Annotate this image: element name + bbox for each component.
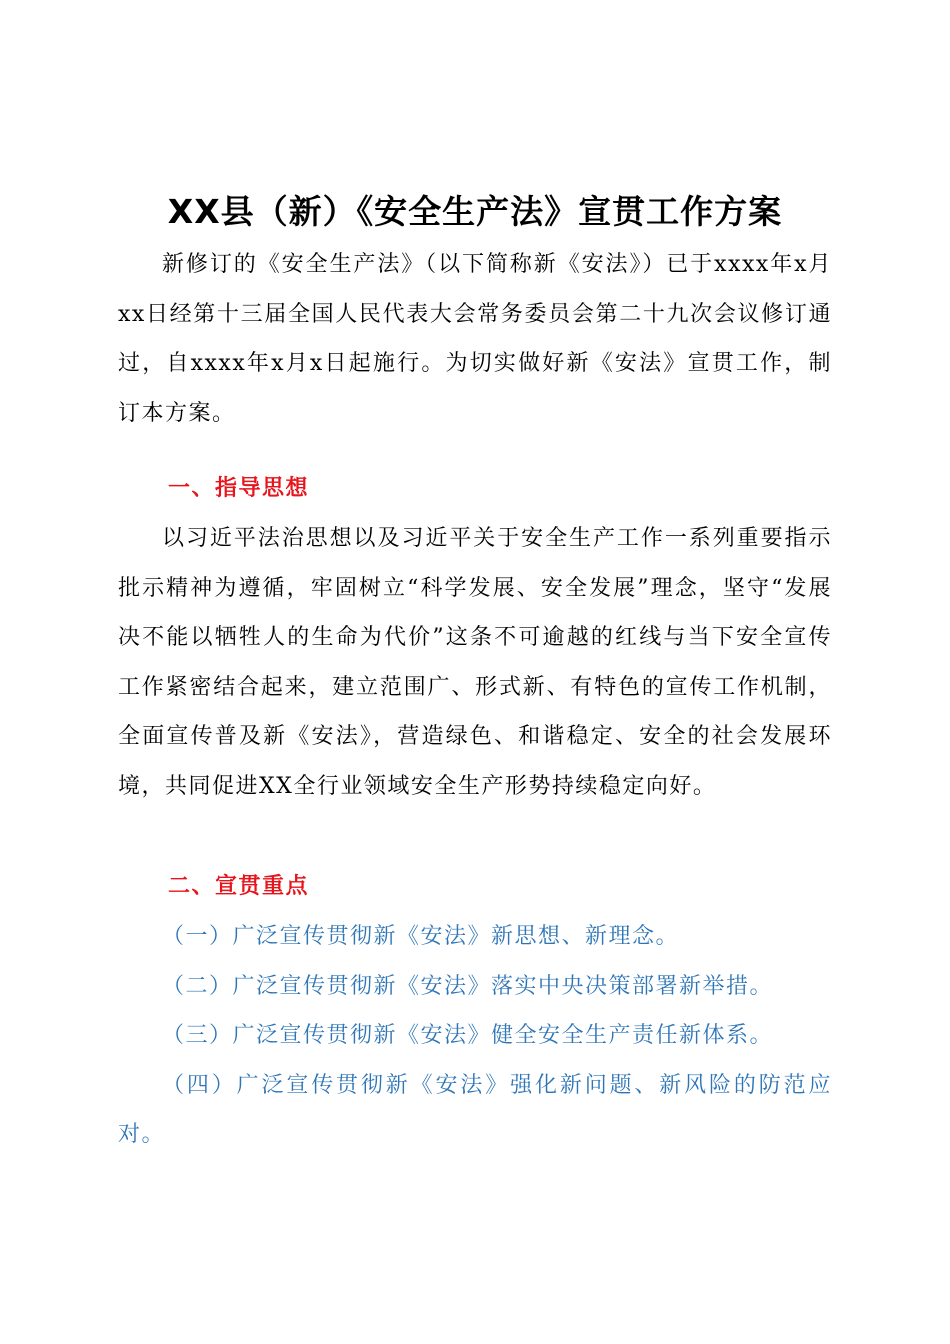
guiding-ideology-paragraph: 以习近平法治思想以及习近平关于安全生产工作一系列重要指示批示精神为遵循，牢固树立“科学发展、安全发展”理念，坚守“发展决不能以牺牲人的生命为代价”这条不可逾越的红线与当下安全宣传工作紧密结合起来，建立范围广、形式新、有特色的宣传工作机制，全面宣传普及新《安法》，营造绿色、和谐稳定、安全的社会发展环境，共同促进XX全行业领域安全生产形势持续稳定向好。 [118, 526, 832, 799]
intro-paragraph: 新修订的《安全生产法》（以下简称新《安法》）已于xxxx年x月xx日经第十三届全国人民代表大会常务委员会第二十九次会议修订通过，自xxxx年x月x日起施行。为切实做好新《安法》宣贯工作，制订本方案。 [118, 252, 832, 426]
section-heading-guiding-ideology: 一、指导思想 [168, 476, 310, 501]
key-point-item: （二）广泛宣传贯彻新《安法》落实中央决策部署新举措。 [162, 973, 774, 999]
key-point-item: （一）广泛宣传贯彻新《安法》新思想、新理念。 [162, 924, 680, 949]
document-title: XX县（新）《安全生产法》宣贯工作方案 [167, 192, 783, 231]
key-point-item: （三）广泛宣传贯彻新《安法》健全安全生产责任新体系。 [162, 1023, 774, 1048]
key-point-item: （四）广泛宣传贯彻新《安法》强化新问题、新风险的防范应对。 [118, 1072, 832, 1147]
section-heading-key-points: 二、宣贯重点 [168, 874, 310, 899]
key-points-list [118, 912, 832, 1160]
